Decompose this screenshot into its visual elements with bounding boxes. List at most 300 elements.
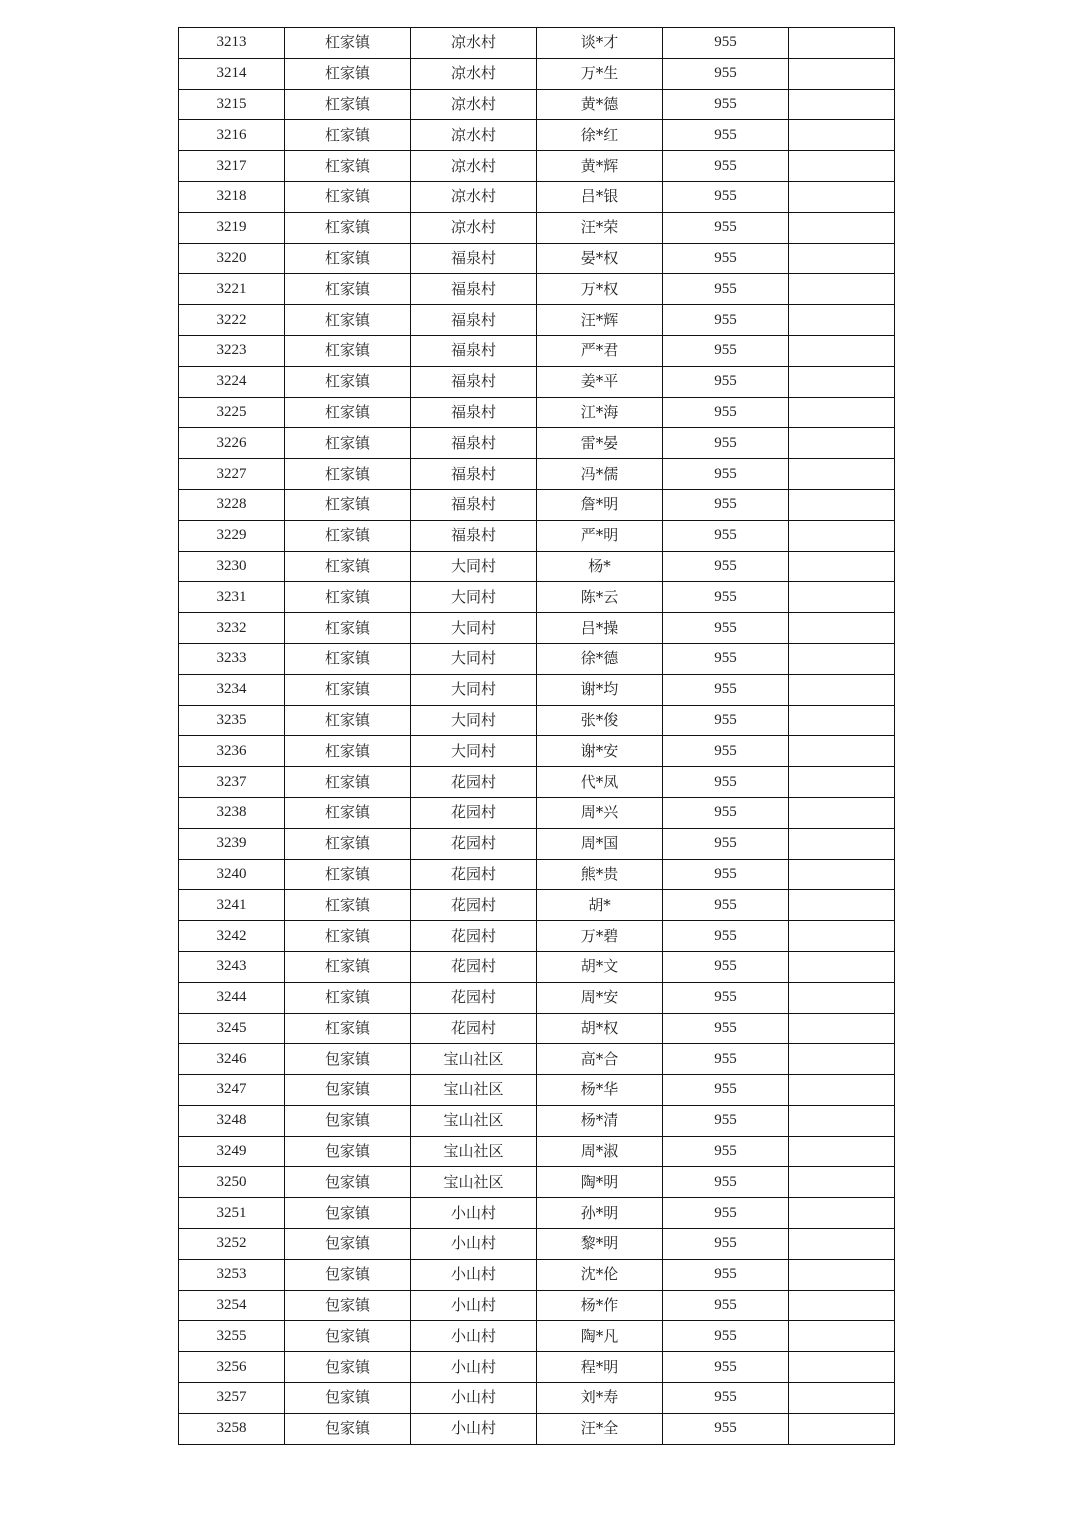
cell-town: 杠家镇 [285, 305, 411, 336]
cell-town: 杠家镇 [285, 243, 411, 274]
cell-serial-number: 3243 [179, 951, 285, 982]
cell-note [789, 1352, 895, 1383]
cell-town: 杠家镇 [285, 582, 411, 613]
cell-note [789, 181, 895, 212]
cell-person-name: 万*碧 [537, 921, 663, 952]
cell-town: 杠家镇 [285, 520, 411, 551]
cell-amount: 955 [663, 89, 789, 120]
cell-serial-number: 3227 [179, 459, 285, 490]
cell-village: 花园村 [411, 921, 537, 952]
cell-amount: 955 [663, 120, 789, 151]
cell-amount: 955 [663, 1013, 789, 1044]
cell-person-name: 汪*荣 [537, 212, 663, 243]
cell-serial-number: 3229 [179, 520, 285, 551]
cell-note [789, 643, 895, 674]
cell-note [789, 489, 895, 520]
cell-serial-number: 3232 [179, 613, 285, 644]
table-row [179, 428, 895, 459]
cell-village: 凉水村 [411, 28, 537, 59]
cell-village: 小山村 [411, 1321, 537, 1352]
table-row [179, 1290, 895, 1321]
cell-amount: 955 [663, 489, 789, 520]
cell-person-name: 周*安 [537, 982, 663, 1013]
cell-village: 福泉村 [411, 489, 537, 520]
cell-note [789, 674, 895, 705]
cell-person-name: 雷*晏 [537, 428, 663, 459]
cell-village: 宝山社区 [411, 1075, 537, 1106]
beneficiary-table [178, 27, 895, 1445]
cell-serial-number: 3239 [179, 828, 285, 859]
cell-note [789, 828, 895, 859]
table-row [179, 1167, 895, 1198]
cell-village: 花园村 [411, 1013, 537, 1044]
cell-person-name: 严*君 [537, 335, 663, 366]
cell-serial-number: 3223 [179, 335, 285, 366]
cell-person-name: 杨*作 [537, 1290, 663, 1321]
table-row [179, 1259, 895, 1290]
table-row [179, 797, 895, 828]
cell-village: 宝山社区 [411, 1167, 537, 1198]
cell-person-name: 杨*清 [537, 1105, 663, 1136]
cell-amount: 955 [663, 921, 789, 952]
cell-note [789, 520, 895, 551]
cell-village: 凉水村 [411, 89, 537, 120]
cell-note [789, 1198, 895, 1229]
cell-village: 小山村 [411, 1383, 537, 1414]
cell-person-name: 江*海 [537, 397, 663, 428]
cell-town: 杠家镇 [285, 551, 411, 582]
cell-person-name: 黄*辉 [537, 151, 663, 182]
cell-town: 杠家镇 [285, 366, 411, 397]
cell-note [789, 120, 895, 151]
cell-village: 福泉村 [411, 274, 537, 305]
cell-serial-number: 3246 [179, 1044, 285, 1075]
cell-serial-number: 3218 [179, 181, 285, 212]
cell-village: 大同村 [411, 736, 537, 767]
cell-village: 花园村 [411, 859, 537, 890]
cell-person-name: 万*生 [537, 58, 663, 89]
cell-serial-number: 3256 [179, 1352, 285, 1383]
cell-village: 花园村 [411, 828, 537, 859]
cell-note [789, 89, 895, 120]
cell-town: 杠家镇 [285, 767, 411, 798]
cell-note [789, 582, 895, 613]
cell-note [789, 1259, 895, 1290]
cell-person-name: 吕*操 [537, 613, 663, 644]
cell-person-name: 黎*明 [537, 1229, 663, 1260]
cell-serial-number: 3215 [179, 89, 285, 120]
cell-person-name: 万*权 [537, 274, 663, 305]
cell-town: 包家镇 [285, 1383, 411, 1414]
cell-village: 福泉村 [411, 428, 537, 459]
cell-serial-number: 3231 [179, 582, 285, 613]
table-row [179, 28, 895, 59]
table-row [179, 1352, 895, 1383]
cell-amount: 955 [663, 797, 789, 828]
cell-village: 大同村 [411, 674, 537, 705]
cell-amount: 955 [663, 1136, 789, 1167]
cell-serial-number: 3221 [179, 274, 285, 305]
cell-serial-number: 3233 [179, 643, 285, 674]
cell-note [789, 613, 895, 644]
table-row [179, 335, 895, 366]
cell-note [789, 1413, 895, 1444]
cell-town: 杠家镇 [285, 181, 411, 212]
cell-amount: 955 [663, 582, 789, 613]
cell-person-name: 陶*凡 [537, 1321, 663, 1352]
cell-serial-number: 3225 [179, 397, 285, 428]
cell-amount: 955 [663, 181, 789, 212]
cell-serial-number: 3214 [179, 58, 285, 89]
cell-note [789, 366, 895, 397]
cell-village: 小山村 [411, 1413, 537, 1444]
cell-person-name: 汪*辉 [537, 305, 663, 336]
cell-amount: 955 [663, 1383, 789, 1414]
cell-village: 凉水村 [411, 181, 537, 212]
cell-serial-number: 3245 [179, 1013, 285, 1044]
cell-amount: 955 [663, 274, 789, 305]
cell-village: 花园村 [411, 797, 537, 828]
table-row [179, 89, 895, 120]
cell-serial-number: 3237 [179, 767, 285, 798]
cell-village: 福泉村 [411, 335, 537, 366]
cell-person-name: 张*俊 [537, 705, 663, 736]
cell-serial-number: 3255 [179, 1321, 285, 1352]
cell-note [789, 982, 895, 1013]
cell-serial-number: 3224 [179, 366, 285, 397]
table-row [179, 181, 895, 212]
cell-note [789, 397, 895, 428]
cell-village: 福泉村 [411, 459, 537, 490]
cell-village: 大同村 [411, 551, 537, 582]
table-row [179, 1075, 895, 1106]
cell-person-name: 陶*明 [537, 1167, 663, 1198]
cell-serial-number: 3240 [179, 859, 285, 890]
cell-village: 小山村 [411, 1229, 537, 1260]
cell-amount: 955 [663, 520, 789, 551]
table-row [179, 151, 895, 182]
cell-amount: 955 [663, 58, 789, 89]
cell-amount: 955 [663, 1105, 789, 1136]
cell-person-name: 徐*德 [537, 643, 663, 674]
cell-town: 杠家镇 [285, 951, 411, 982]
cell-town: 包家镇 [285, 1044, 411, 1075]
table-row [179, 982, 895, 1013]
cell-note [789, 1075, 895, 1106]
cell-serial-number: 3252 [179, 1229, 285, 1260]
cell-town: 包家镇 [285, 1229, 411, 1260]
cell-village: 凉水村 [411, 212, 537, 243]
cell-amount: 955 [663, 613, 789, 644]
cell-amount: 955 [663, 890, 789, 921]
table-row [179, 582, 895, 613]
cell-person-name: 高*合 [537, 1044, 663, 1075]
cell-village: 小山村 [411, 1290, 537, 1321]
cell-amount: 955 [663, 705, 789, 736]
table-row [179, 1136, 895, 1167]
cell-amount: 955 [663, 1259, 789, 1290]
cell-note [789, 890, 895, 921]
table-row [179, 459, 895, 490]
cell-village: 福泉村 [411, 397, 537, 428]
cell-town: 杠家镇 [285, 89, 411, 120]
cell-village: 福泉村 [411, 366, 537, 397]
cell-town: 杠家镇 [285, 428, 411, 459]
cell-town: 杠家镇 [285, 397, 411, 428]
table-row [179, 828, 895, 859]
cell-note [789, 1383, 895, 1414]
table-row [179, 643, 895, 674]
table-row [179, 212, 895, 243]
table-row [179, 736, 895, 767]
cell-serial-number: 3258 [179, 1413, 285, 1444]
cell-person-name: 吕*银 [537, 181, 663, 212]
cell-person-name: 孙*明 [537, 1198, 663, 1229]
cell-amount: 955 [663, 1198, 789, 1229]
cell-town: 杠家镇 [285, 489, 411, 520]
cell-serial-number: 3250 [179, 1167, 285, 1198]
cell-serial-number: 3249 [179, 1136, 285, 1167]
cell-village: 凉水村 [411, 151, 537, 182]
cell-note [789, 274, 895, 305]
table-row [179, 921, 895, 952]
cell-village: 花园村 [411, 982, 537, 1013]
cell-person-name: 詹*明 [537, 489, 663, 520]
cell-town: 包家镇 [285, 1413, 411, 1444]
cell-note [789, 1290, 895, 1321]
cell-amount: 955 [663, 305, 789, 336]
cell-town: 包家镇 [285, 1259, 411, 1290]
cell-person-name: 周*淑 [537, 1136, 663, 1167]
cell-note [789, 859, 895, 890]
cell-serial-number: 3235 [179, 705, 285, 736]
cell-village: 大同村 [411, 582, 537, 613]
table-row [179, 305, 895, 336]
table-row [179, 243, 895, 274]
table-row [179, 366, 895, 397]
cell-note [789, 58, 895, 89]
cell-serial-number: 3238 [179, 797, 285, 828]
cell-town: 包家镇 [285, 1075, 411, 1106]
cell-amount: 955 [663, 1075, 789, 1106]
cell-note [789, 1321, 895, 1352]
cell-town: 杠家镇 [285, 674, 411, 705]
cell-note [789, 1136, 895, 1167]
cell-person-name: 谈*才 [537, 28, 663, 59]
cell-village: 小山村 [411, 1198, 537, 1229]
cell-person-name: 胡*权 [537, 1013, 663, 1044]
cell-amount: 955 [663, 767, 789, 798]
cell-person-name: 周*国 [537, 828, 663, 859]
cell-amount: 955 [663, 335, 789, 366]
cell-person-name: 杨*华 [537, 1075, 663, 1106]
cell-serial-number: 3254 [179, 1290, 285, 1321]
cell-amount: 955 [663, 982, 789, 1013]
cell-person-name: 熊*贵 [537, 859, 663, 890]
cell-town: 杠家镇 [285, 828, 411, 859]
cell-person-name: 冯*儒 [537, 459, 663, 490]
table-row [179, 1198, 895, 1229]
cell-serial-number: 3217 [179, 151, 285, 182]
cell-person-name: 黄*德 [537, 89, 663, 120]
table-row [179, 674, 895, 705]
cell-note [789, 797, 895, 828]
cell-serial-number: 3251 [179, 1198, 285, 1229]
cell-serial-number: 3219 [179, 212, 285, 243]
cell-serial-number: 3226 [179, 428, 285, 459]
cell-village: 大同村 [411, 705, 537, 736]
table-row [179, 274, 895, 305]
table-row [179, 1044, 895, 1075]
table-row [179, 1321, 895, 1352]
cell-town: 杠家镇 [285, 459, 411, 490]
cell-town: 杠家镇 [285, 120, 411, 151]
table-body [179, 28, 895, 1445]
cell-person-name: 胡*文 [537, 951, 663, 982]
cell-town: 包家镇 [285, 1105, 411, 1136]
cell-serial-number: 3228 [179, 489, 285, 520]
cell-town: 杠家镇 [285, 58, 411, 89]
cell-amount: 955 [663, 1290, 789, 1321]
cell-amount: 955 [663, 151, 789, 182]
cell-person-name: 谢*均 [537, 674, 663, 705]
cell-person-name: 胡* [537, 890, 663, 921]
cell-amount: 955 [663, 397, 789, 428]
cell-village: 凉水村 [411, 58, 537, 89]
cell-village: 宝山社区 [411, 1105, 537, 1136]
cell-note [789, 1167, 895, 1198]
table-row [179, 120, 895, 151]
table-row [179, 1013, 895, 1044]
cell-amount: 955 [663, 1321, 789, 1352]
cell-town: 包家镇 [285, 1352, 411, 1383]
cell-village: 凉水村 [411, 120, 537, 151]
cell-amount: 955 [663, 674, 789, 705]
cell-village: 花园村 [411, 890, 537, 921]
cell-village: 小山村 [411, 1259, 537, 1290]
cell-note [789, 459, 895, 490]
table-row [179, 520, 895, 551]
cell-amount: 955 [663, 828, 789, 859]
cell-note [789, 335, 895, 366]
table-row [179, 551, 895, 582]
cell-town: 包家镇 [285, 1321, 411, 1352]
cell-note [789, 305, 895, 336]
cell-town: 杠家镇 [285, 151, 411, 182]
cell-note [789, 28, 895, 59]
cell-village: 福泉村 [411, 305, 537, 336]
cell-town: 杠家镇 [285, 643, 411, 674]
cell-amount: 955 [663, 1352, 789, 1383]
cell-amount: 955 [663, 736, 789, 767]
cell-amount: 955 [663, 1229, 789, 1260]
cell-note [789, 736, 895, 767]
cell-serial-number: 3234 [179, 674, 285, 705]
cell-town: 杠家镇 [285, 1013, 411, 1044]
cell-serial-number: 3216 [179, 120, 285, 151]
cell-serial-number: 3222 [179, 305, 285, 336]
cell-town: 杠家镇 [285, 28, 411, 59]
table-row [179, 890, 895, 921]
cell-note [789, 767, 895, 798]
cell-amount: 955 [663, 28, 789, 59]
cell-amount: 955 [663, 1044, 789, 1075]
cell-amount: 955 [663, 212, 789, 243]
cell-town: 包家镇 [285, 1167, 411, 1198]
cell-town: 杠家镇 [285, 982, 411, 1013]
cell-village: 宝山社区 [411, 1136, 537, 1167]
cell-note [789, 1105, 895, 1136]
cell-amount: 955 [663, 1167, 789, 1198]
cell-person-name: 汪*全 [537, 1413, 663, 1444]
cell-serial-number: 3248 [179, 1105, 285, 1136]
cell-note [789, 243, 895, 274]
cell-person-name: 谢*安 [537, 736, 663, 767]
cell-person-name: 陈*云 [537, 582, 663, 613]
table-row [179, 489, 895, 520]
cell-town: 杠家镇 [285, 274, 411, 305]
cell-serial-number: 3257 [179, 1383, 285, 1414]
cell-town: 包家镇 [285, 1290, 411, 1321]
cell-amount: 955 [663, 951, 789, 982]
table-row [179, 1413, 895, 1444]
cell-amount: 955 [663, 243, 789, 274]
cell-village: 宝山社区 [411, 1044, 537, 1075]
cell-village: 小山村 [411, 1352, 537, 1383]
cell-town: 杠家镇 [285, 859, 411, 890]
cell-note [789, 1013, 895, 1044]
cell-town: 杠家镇 [285, 335, 411, 366]
cell-note [789, 705, 895, 736]
cell-village: 福泉村 [411, 243, 537, 274]
cell-town: 杠家镇 [285, 736, 411, 767]
table-row [179, 705, 895, 736]
cell-serial-number: 3241 [179, 890, 285, 921]
cell-note [789, 1044, 895, 1075]
cell-amount: 955 [663, 428, 789, 459]
cell-town: 杠家镇 [285, 212, 411, 243]
cell-town: 杠家镇 [285, 797, 411, 828]
cell-person-name: 沈*伦 [537, 1259, 663, 1290]
table-row [179, 1229, 895, 1260]
cell-note [789, 951, 895, 982]
cell-serial-number: 3242 [179, 921, 285, 952]
table-row [179, 613, 895, 644]
cell-town: 杠家镇 [285, 921, 411, 952]
cell-amount: 955 [663, 643, 789, 674]
cell-village: 花园村 [411, 951, 537, 982]
cell-note [789, 551, 895, 582]
table-row [179, 1105, 895, 1136]
cell-village: 大同村 [411, 643, 537, 674]
cell-serial-number: 3230 [179, 551, 285, 582]
cell-town: 杠家镇 [285, 705, 411, 736]
cell-amount: 955 [663, 366, 789, 397]
cell-serial-number: 3220 [179, 243, 285, 274]
cell-amount: 955 [663, 459, 789, 490]
cell-village: 福泉村 [411, 520, 537, 551]
cell-person-name: 严*明 [537, 520, 663, 551]
cell-note [789, 921, 895, 952]
cell-serial-number: 3244 [179, 982, 285, 1013]
cell-amount: 955 [663, 551, 789, 582]
cell-note [789, 212, 895, 243]
table-row [179, 859, 895, 890]
cell-town: 包家镇 [285, 1198, 411, 1229]
cell-village: 花园村 [411, 767, 537, 798]
cell-serial-number: 3213 [179, 28, 285, 59]
cell-person-name: 晏*权 [537, 243, 663, 274]
